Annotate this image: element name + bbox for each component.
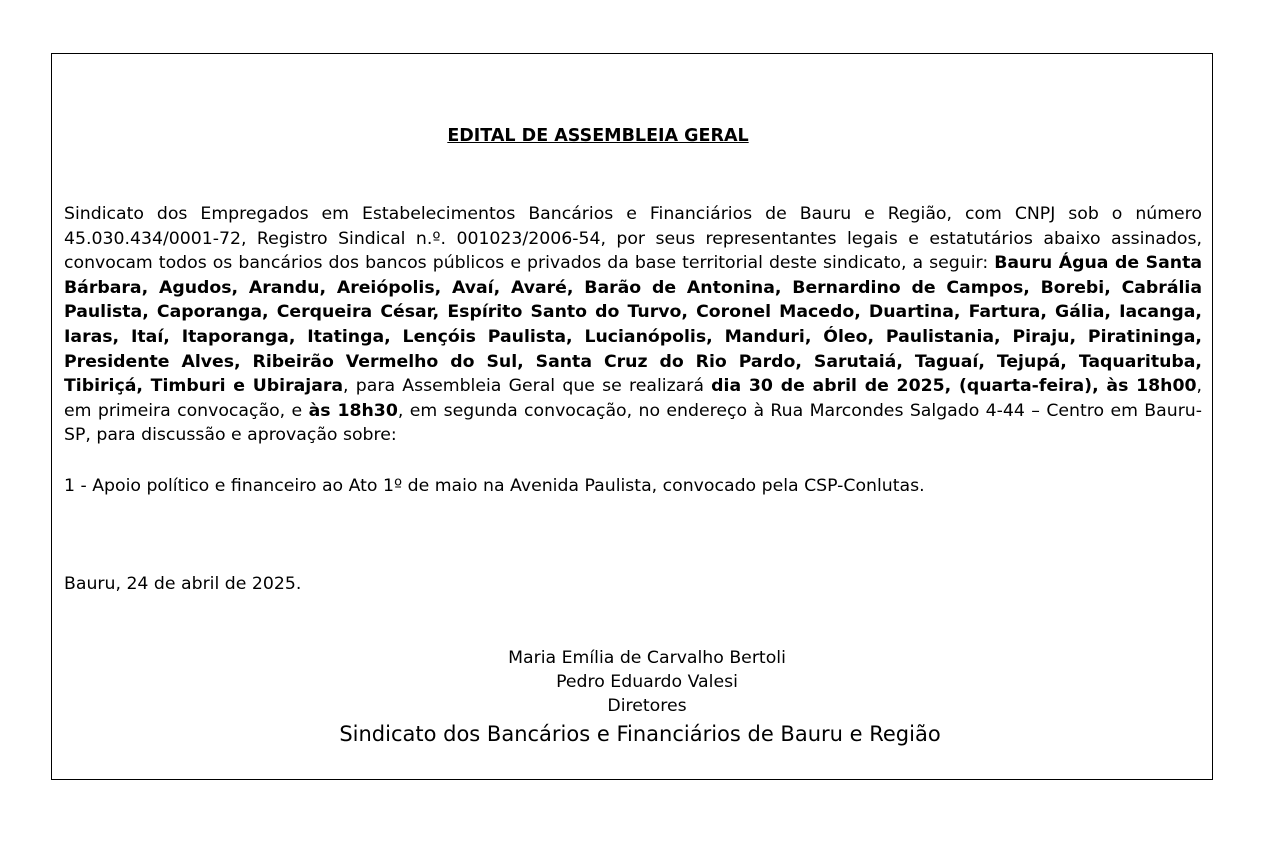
notice-body xyxy=(64,202,1202,448)
notice-frame xyxy=(51,53,1213,780)
signatory-role: Diretores xyxy=(607,696,687,716)
body-part4: , em segunda convocação, no endereço à Rua Marcondes Salgado 4-44 – Centro em Bauru- SP, para discussão e aprovação sobre: xyxy=(64,400,1202,446)
body-second-time: às 18h30 xyxy=(308,400,398,421)
notice-title-text: EDITAL DE ASSEMBLEIA GERAL xyxy=(447,126,749,146)
body-part3: , em primeira convocação, e xyxy=(64,376,1203,421)
notice-title xyxy=(52,126,1214,146)
body-date-time: dia 30 de abril de 2025, (quarta-feira), às 18h00 xyxy=(711,376,1197,397)
signatory-name-1: Maria Emília de Carvalho Bertoli xyxy=(508,648,786,668)
place-date: Bauru, 24 de abril de 2025. xyxy=(64,574,302,594)
organization-name: Sindicato dos Bancários e Financiários de Bauru e Região xyxy=(339,722,941,746)
body-intro: Sindicato dos Empregados em Estabelecimentos Bancários e Financiários de Bauru e Região, com CNPJ sob o número 45.030.434/0001-72, Registro Sindical n.º. 001023/2006-54, por seus representantes legais e estatutários abaixo assinados, convocam todos os bancários dos bancos públicos e privados da base territorial deste sindicato, a seguir: xyxy=(64,204,1202,274)
body-part2: , para Assembleia Geral que se realizará xyxy=(343,376,712,397)
signatory-name-2: Pedro Eduardo Valesi xyxy=(556,672,738,692)
agenda-item: 1 - Apoio político e financeiro ao Ato 1º de maio na Avenida Paulista, convocado pela CSP-Conlutas. xyxy=(64,476,925,496)
body-cities: Bauru Água de Santa Bárbara, Agudos, Arandu, Areiópolis, Avaí, Avaré, Barão de Antonina, Bernardino de Campos, Borebi, Cabrália Paulista, Caporanga, Cerqueira César, Espírito Santo do Turvo, Coronel Macedo, Duartina, Fartura, Gália, Iacanga, Iaras, Itaí, Itaporanga, Itatinga, Lençóis Paulista, Lucianópolis, Manduri, Óleo, Paulistania, Piraju, Piratininga, Presidente Alves, Ribeirão Vermelho do Sul, Santa Cruz do Rio Pardo, Sarutaiá, Taguaí, Tejupá, Taquarituba, Tibiriçá, Timburi e Ubirajara xyxy=(64,253,1202,397)
